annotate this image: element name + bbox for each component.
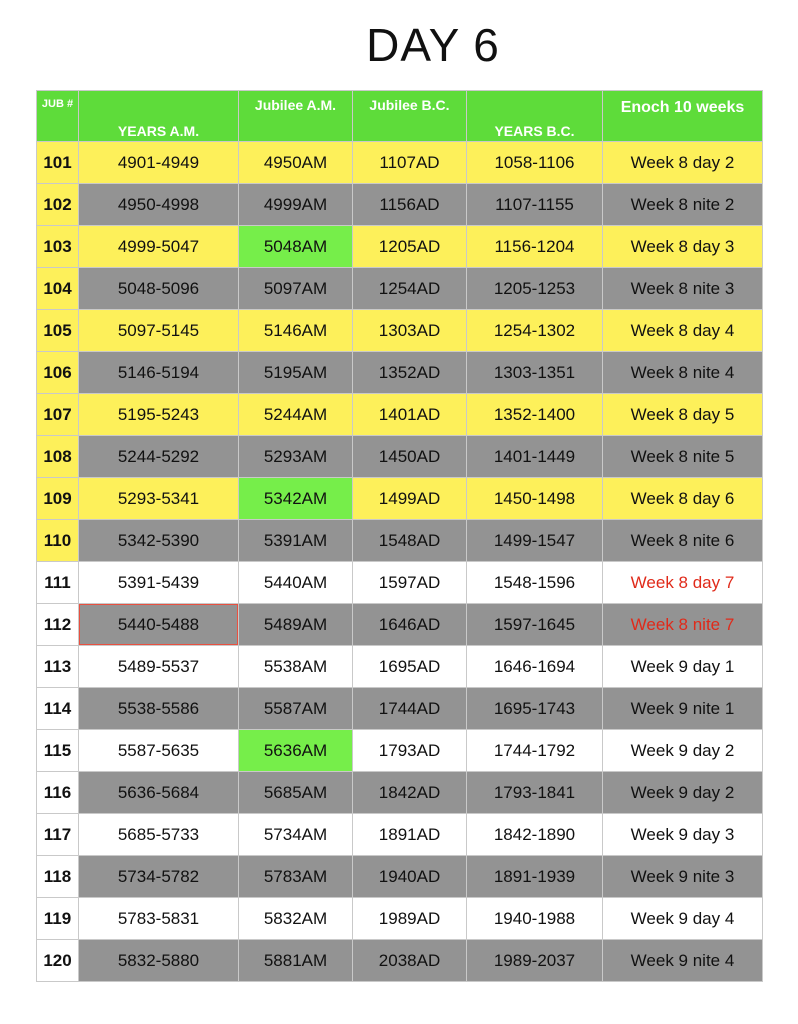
jub-cell: 101	[37, 142, 79, 184]
table-row	[37, 352, 763, 394]
jub-cell: 111	[37, 562, 79, 604]
jub-cell: 120	[37, 940, 79, 982]
jubilee-bc-cell: 1205AD	[353, 226, 467, 268]
table-row	[37, 772, 763, 814]
years-am-cell: 4950-4998	[79, 184, 239, 226]
jubilee-am-cell: 5342AM	[239, 478, 353, 520]
enoch-cell: Week 9 day 1	[603, 646, 763, 688]
table-row	[37, 184, 763, 226]
table-row	[37, 646, 763, 688]
jubilee-am-cell: 5244AM	[239, 394, 353, 436]
jubilee-bc-cell: 1597AD	[353, 562, 467, 604]
jub-cell: 104	[37, 268, 79, 310]
jubilee-bc-cell: 1156AD	[353, 184, 467, 226]
table-row	[37, 604, 763, 646]
jubilee-bc-cell: 1744AD	[353, 688, 467, 730]
jubilee-bc-cell: 1940AD	[353, 856, 467, 898]
jub-cell: 110	[37, 520, 79, 562]
years-am-cell: 5097-5145	[79, 310, 239, 352]
jub-cell: 103	[37, 226, 79, 268]
years-bc-cell: 1156-1204	[467, 226, 603, 268]
jubilee-bc-cell: 1352AD	[353, 352, 467, 394]
jubilee-bc-cell: 1450AD	[353, 436, 467, 478]
years-am-cell: 5685-5733	[79, 814, 239, 856]
years-bc-cell: 1401-1449	[467, 436, 603, 478]
jub-cell: 116	[37, 772, 79, 814]
enoch-cell: Week 9 day 2	[603, 772, 763, 814]
table-row	[37, 520, 763, 562]
years-bc-cell: 1793-1841	[467, 772, 603, 814]
jubilee-bc-cell: 1989AD	[353, 898, 467, 940]
enoch-cell: Week 8 day 4	[603, 310, 763, 352]
years-bc-cell: 1499-1547	[467, 520, 603, 562]
enoch-cell: Week 9 nite 4	[603, 940, 763, 982]
years-am-cell: 4901-4949	[79, 142, 239, 184]
years-am-cell: 5636-5684	[79, 772, 239, 814]
enoch-cell: Week 9 nite 3	[603, 856, 763, 898]
years-bc-cell: 1940-1988	[467, 898, 603, 940]
jubilee-am-cell: 5048AM	[239, 226, 353, 268]
jubilee-bc-cell: 1646AD	[353, 604, 467, 646]
years-am-cell: 5783-5831	[79, 898, 239, 940]
jub-cell: 108	[37, 436, 79, 478]
years-bc-cell: 1989-2037	[467, 940, 603, 982]
jub-cell: 113	[37, 646, 79, 688]
enoch-cell: Week 8 day 2	[603, 142, 763, 184]
jub-cell: 115	[37, 730, 79, 772]
jub-cell: 114	[37, 688, 79, 730]
enoch-cell: Week 9 day 3	[603, 814, 763, 856]
jubilee-am-cell: 5636AM	[239, 730, 353, 772]
jubilee-bc-cell: 1499AD	[353, 478, 467, 520]
years-bc-cell: 1205-1253	[467, 268, 603, 310]
jubilee-bc-cell: 1695AD	[353, 646, 467, 688]
enoch-cell: Week 8 day 6	[603, 478, 763, 520]
jubilee-bc-cell: 1107AD	[353, 142, 467, 184]
years-am-cell: 5146-5194	[79, 352, 239, 394]
years-am-cell: 5734-5782	[79, 856, 239, 898]
jubilee-am-cell: 5832AM	[239, 898, 353, 940]
table-row	[37, 436, 763, 478]
jub-cell: 109	[37, 478, 79, 520]
table-row	[37, 226, 763, 268]
jubilee-table	[36, 90, 763, 982]
jub-cell: 102	[37, 184, 79, 226]
jubilee-am-cell: 5489AM	[239, 604, 353, 646]
years-bc-cell: 1352-1400	[467, 394, 603, 436]
page-title: DAY 6	[366, 19, 500, 71]
jub-cell: 118	[37, 856, 79, 898]
table-row	[37, 898, 763, 940]
years-bc-cell: 1842-1890	[467, 814, 603, 856]
jubilee-bc-cell: 1254AD	[353, 268, 467, 310]
enoch-cell: Week 8 nite 6	[603, 520, 763, 562]
enoch-cell: Week 9 day 2	[603, 730, 763, 772]
enoch-cell: Week 8 nite 5	[603, 436, 763, 478]
table-row	[37, 730, 763, 772]
jubilee-am-cell: 4999AM	[239, 184, 353, 226]
years-am-cell: 5587-5635	[79, 730, 239, 772]
table-row	[37, 394, 763, 436]
enoch-cell: Week 9 day 4	[603, 898, 763, 940]
enoch-cell: Week 8 day 7	[603, 562, 763, 604]
years-am-cell: 5440-5488	[79, 604, 239, 646]
table-row	[37, 310, 763, 352]
years-am-cell: 5195-5243	[79, 394, 239, 436]
header-jubilee-am: Jubilee A.M.	[239, 91, 353, 142]
years-bc-cell: 1744-1792	[467, 730, 603, 772]
header-years-bc: YEARS B.C.	[467, 91, 603, 142]
years-am-cell: 5293-5341	[79, 478, 239, 520]
jubilee-am-cell: 5783AM	[239, 856, 353, 898]
enoch-cell: Week 8 nite 2	[603, 184, 763, 226]
years-am-cell: 5391-5439	[79, 562, 239, 604]
jub-cell: 105	[37, 310, 79, 352]
years-bc-cell: 1058-1106	[467, 142, 603, 184]
years-bc-cell: 1254-1302	[467, 310, 603, 352]
jubilee-am-cell: 5587AM	[239, 688, 353, 730]
years-am-cell: 5489-5537	[79, 646, 239, 688]
jubilee-am-cell: 5195AM	[239, 352, 353, 394]
table-row	[37, 142, 763, 184]
years-am-cell: 5538-5586	[79, 688, 239, 730]
years-bc-cell: 1891-1939	[467, 856, 603, 898]
jubilee-am-cell: 5391AM	[239, 520, 353, 562]
enoch-cell: Week 9 nite 1	[603, 688, 763, 730]
jubilee-am-cell: 4950AM	[239, 142, 353, 184]
years-bc-cell: 1107-1155	[467, 184, 603, 226]
jubilee-bc-cell: 1548AD	[353, 520, 467, 562]
years-am-cell: 5048-5096	[79, 268, 239, 310]
jubilee-am-cell: 5146AM	[239, 310, 353, 352]
enoch-cell: Week 8 day 3	[603, 226, 763, 268]
jubilee-bc-cell: 1401AD	[353, 394, 467, 436]
table-row	[37, 478, 763, 520]
jubilee-bc-cell: 2038AD	[353, 940, 467, 982]
years-am-cell: 4999-5047	[79, 226, 239, 268]
jubilee-bc-cell: 1842AD	[353, 772, 467, 814]
years-bc-cell: 1646-1694	[467, 646, 603, 688]
years-am-cell: 5342-5390	[79, 520, 239, 562]
header-jubilee-bc: Jubilee B.C.	[353, 91, 467, 142]
jubilee-am-cell: 5293AM	[239, 436, 353, 478]
years-am-cell: 5244-5292	[79, 436, 239, 478]
jubilee-am-cell: 5440AM	[239, 562, 353, 604]
table-row	[37, 814, 763, 856]
jubilee-am-cell: 5734AM	[239, 814, 353, 856]
table-row	[37, 856, 763, 898]
enoch-cell: Week 8 nite 4	[603, 352, 763, 394]
years-bc-cell: 1303-1351	[467, 352, 603, 394]
jubilee-am-cell: 5097AM	[239, 268, 353, 310]
header-years-am: YEARS A.M.	[79, 91, 239, 142]
jub-cell: 106	[37, 352, 79, 394]
table-row	[37, 940, 763, 982]
jub-cell: 117	[37, 814, 79, 856]
years-bc-cell: 1695-1743	[467, 688, 603, 730]
enoch-cell: Week 8 day 5	[603, 394, 763, 436]
years-bc-cell: 1597-1645	[467, 604, 603, 646]
jubilee-bc-cell: 1303AD	[353, 310, 467, 352]
years-bc-cell: 1450-1498	[467, 478, 603, 520]
table-row	[37, 562, 763, 604]
jub-cell: 112	[37, 604, 79, 646]
table-row	[37, 688, 763, 730]
jubilee-bc-cell: 1891AD	[353, 814, 467, 856]
years-am-cell: 5832-5880	[79, 940, 239, 982]
header-jub: JUB #	[37, 91, 79, 142]
enoch-cell: Week 8 nite 3	[603, 268, 763, 310]
jubilee-am-cell: 5685AM	[239, 772, 353, 814]
jubilee-am-cell: 5881AM	[239, 940, 353, 982]
years-bc-cell: 1548-1596	[467, 562, 603, 604]
header-enoch: Enoch 10 weeks	[603, 91, 763, 142]
table-body	[37, 142, 763, 982]
enoch-cell: Week 8 nite 7	[603, 604, 763, 646]
jub-cell: 119	[37, 898, 79, 940]
table-row	[37, 268, 763, 310]
header-row	[37, 91, 763, 142]
jubilee-bc-cell: 1793AD	[353, 730, 467, 772]
jub-cell: 107	[37, 394, 79, 436]
jubilee-am-cell: 5538AM	[239, 646, 353, 688]
